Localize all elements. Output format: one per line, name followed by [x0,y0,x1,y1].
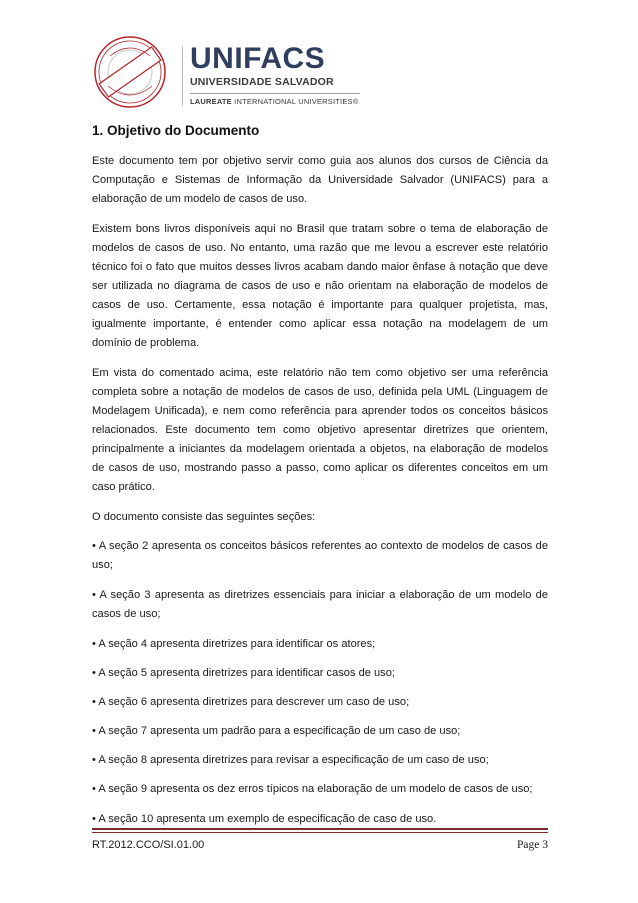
document-header [92,34,412,114]
list-item-section-5: • A seção 5 apresenta diretrizes para identificar casos de uso; [92,667,395,679]
footer-rule-thick [92,828,548,830]
list-item-section-9: • A seção 9 apresenta os dez erros típicos na elaboração de um modelo de casos de uso; [92,783,533,795]
laureate-rest: INTERNATIONAL UNIVERSITIES® [231,97,359,106]
paragraph-sections-lead: O documento consiste das seguintes seções: [92,511,316,523]
seal-icon [92,34,168,110]
list-item-section-3: • A seção 3 apresenta as diretrizes essenciais para iniciar a elaboração de um modelo de casos de uso; [92,589,548,620]
paragraph-scope: Em vista do comentado acima, este relatório não tem como objetivo ser uma referência completa sobre a notação de modelos de casos de uso, definida pela UML (Linguagem de Modelagem Unificada), e nem como referência para aprender todos os conceitos básicos relacionados. Este documento tem como objetivo apresentar diretrizes que orientem, principalmente a iniciantes da modelagem orientada a objetos, na elaboração de modelos de casos de uso, mostrando passo a passo, como aplicar os diferentes conceitos em um caso prático. [92,367,548,493]
list-item-section-2: • A seção 2 apresenta os conceitos básicos referentes ao contexto de modelos de casos de uso; [92,540,548,571]
document-body [92,122,548,839]
logo-divider [182,46,183,106]
list-item-section-6: • A seção 6 apresenta diretrizes para descrever um caso de uso; [92,696,410,708]
list-item-section-4: • A seção 4 apresenta diretrizes para identificar os atores; [92,638,376,650]
footer-rule-thin [92,832,548,833]
list-item-section-8: • A seção 8 apresenta diretrizes para revisar a especificação de um caso de uso; [92,754,489,766]
document-code: RT.2012.CCO/SI.01.00 [92,839,205,851]
paragraph-intro: Este documento tem por objetivo servir como guia aos alunos dos cursos de Ciência da Computação e Sistemas de Informação da Universidade Salvador (UNIFACS) para a elaboração de um modelo de casos de uso. [92,155,548,205]
brand-separator [190,93,360,94]
list-item-section-7: • A seção 7 apresenta um padrão para a especificação de um caso de uso; [92,725,461,737]
brand-subtitle: UNIVERSIDADE SALVADOR [190,76,334,88]
brand-block [190,44,360,107]
paragraph-motivation: Existem bons livros disponíveis aqui no Brasil que tratam sobre o tema de elaboração de modelos de casos de uso. No entanto, uma razão que me levou a escrever este relatório técnico foi o fato que muitos desses livros acabam dando maior ênfase à notação que deve ser utilizada no diagrama de casos de uso e não orientam na elaboração de modelos de casos de uso. Certamente, essa notação é importante para qualquer projetista, mas, igualmente importante, é entender como aplicar essa notação na modelagem de um domínio de problema. [92,223,548,349]
university-seal-logo [92,34,168,110]
laureate-bold: LAUREATE [190,97,232,106]
page-number: Page 3 [517,839,548,851]
brand-name: UNIFACS [190,42,326,75]
laureate-line [190,97,360,107]
section-title: 1. Objetivo do Documento [92,123,260,138]
list-item-section-10: • A seção 10 apresenta um exemplo de especificação de caso de uso. [92,813,437,825]
